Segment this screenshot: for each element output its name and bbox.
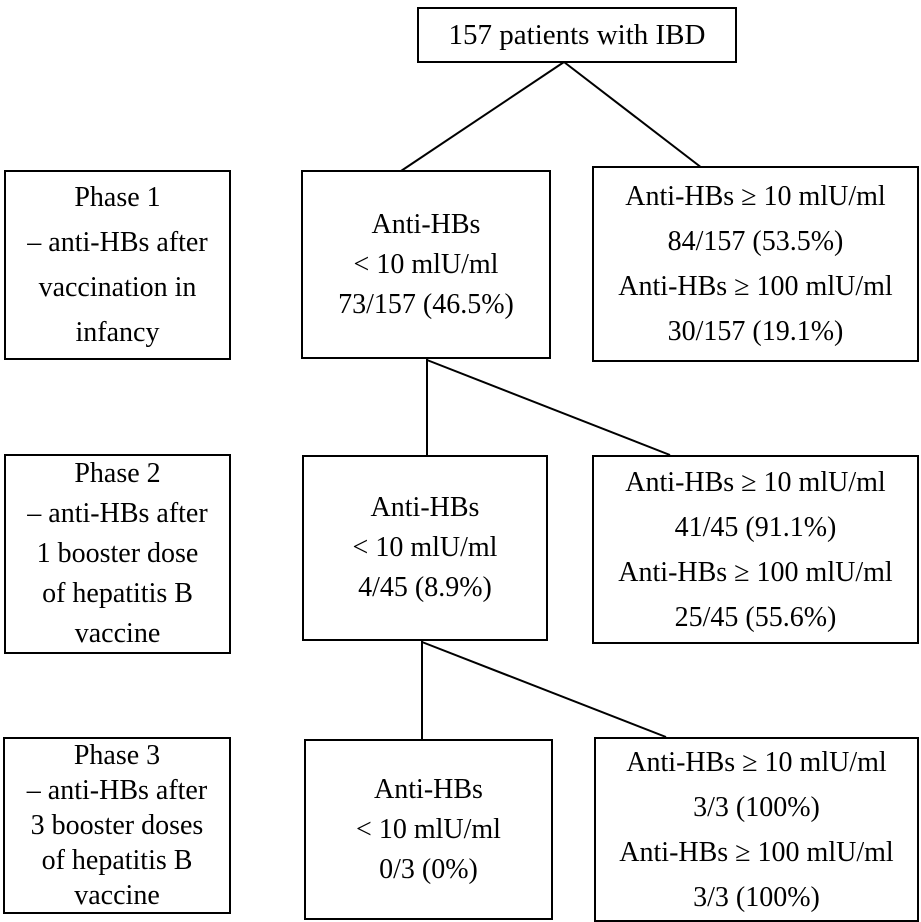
phase-2-line: 1 booster dose xyxy=(36,538,199,569)
phase-1-line: Phase 1 xyxy=(74,182,161,213)
phase-2-line: vaccine xyxy=(74,618,161,649)
phase-2-high-line: Anti-HBs ≥ 100 mlU/ml xyxy=(618,556,893,588)
phase-2-low-titer-box xyxy=(302,455,548,641)
connector-low2-to-high3 xyxy=(422,642,666,737)
phase-2-line: of hepatitis B xyxy=(42,578,193,609)
phase-3-line: Phase 3 xyxy=(73,740,161,771)
connector-root-to-high1 xyxy=(564,62,702,168)
phase-2-line: – anti-HBs after xyxy=(27,498,208,529)
phase-3-line: vaccine xyxy=(74,880,160,911)
phase-3-low-line: 0/3 (0%) xyxy=(379,853,478,885)
phase-2-high-line: 25/45 (55.6%) xyxy=(674,601,837,633)
phase-1-low-line: 73/157 (46.5%) xyxy=(338,288,514,320)
phase-1-low-line: < 10 mlU/ml xyxy=(353,248,499,280)
phase-1-low-line: Anti-HBs xyxy=(371,208,481,240)
phase-2-low-line: 4/45 (8.9%) xyxy=(358,572,492,603)
connector-low1-to-high2 xyxy=(427,360,670,455)
phase-2-line: Phase 2 xyxy=(74,458,161,489)
phase-2-description-box xyxy=(4,454,231,654)
phase-1-high-line: Anti-HBs ≥ 10 mlU/ml xyxy=(625,181,886,212)
phase-3-line: 3 booster doses xyxy=(30,810,204,841)
phase-1-line: – anti-HBs after xyxy=(27,227,208,258)
phase-3-low-line: Anti-HBs xyxy=(374,773,483,805)
phase-1-high-line: 30/157 (19.1%) xyxy=(667,316,844,347)
root-patients-box xyxy=(417,7,737,63)
phase-3-high-line: 3/3 (100%) xyxy=(693,791,820,823)
phase-3-low-titer-box xyxy=(304,739,553,920)
phase-3-high-titer-box xyxy=(594,737,919,922)
phase-3-high-line: Anti-HBs ≥ 10 mlU/ml xyxy=(626,746,887,778)
phase-3-low-line: < 10 mlU/ml xyxy=(356,813,501,845)
phase-3-line: – anti-HBs after xyxy=(26,775,208,806)
phase-1-description-box xyxy=(4,170,231,360)
root-patients-label: 157 patients with IBD xyxy=(448,19,706,51)
phase-2-low-line: Anti-HBs xyxy=(370,492,480,523)
phase-1-line: infancy xyxy=(75,317,160,348)
phase-1-high-line: 84/157 (53.5%) xyxy=(667,226,844,257)
phase-3-high-line: Anti-HBs ≥ 100 mlU/ml xyxy=(619,836,894,868)
phase-1-high-line: Anti-HBs ≥ 100 mlU/ml xyxy=(618,271,893,302)
connector-root-to-low1 xyxy=(401,62,564,171)
phase-2-high-titer-box xyxy=(592,455,919,644)
phase-3-line: of hepatitis B xyxy=(41,845,193,876)
phase-2-high-line: 41/45 (91.1%) xyxy=(674,511,837,543)
phase-1-low-titer-box xyxy=(301,170,551,359)
phase-1-high-titer-box xyxy=(592,166,919,362)
phase-3-description-box xyxy=(3,737,231,914)
phase-2-high-line: Anti-HBs ≥ 10 mlU/ml xyxy=(625,466,886,498)
phase-2-low-line: < 10 mlU/ml xyxy=(352,532,498,563)
phase-1-line: vaccination in xyxy=(38,272,197,303)
phase-3-high-line: 3/3 (100%) xyxy=(693,881,820,913)
